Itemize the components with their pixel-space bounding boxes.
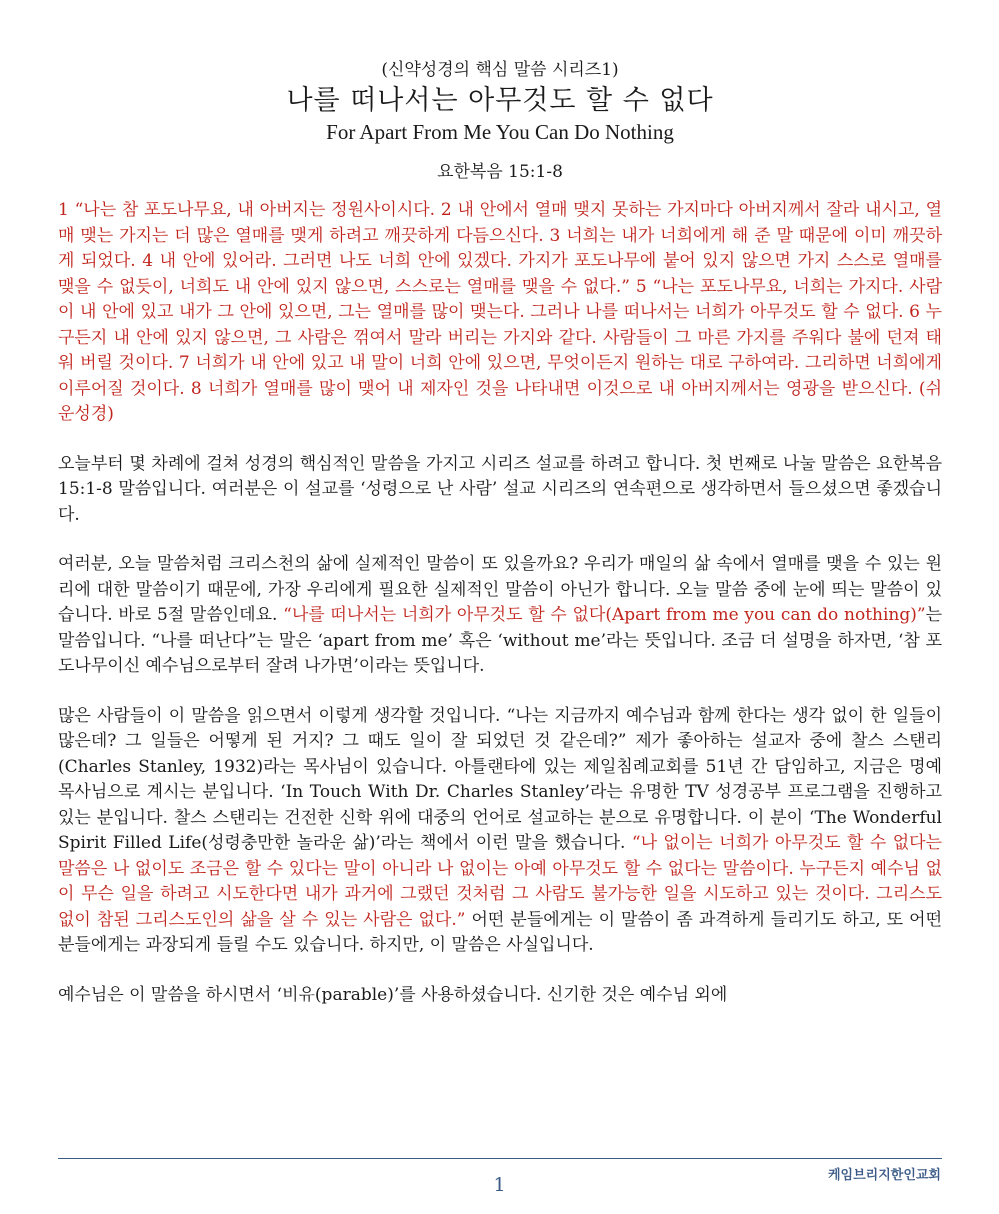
series-label: (신약성경의 핵심 말씀 시리즈1) bbox=[381, 60, 619, 80]
scripture-passage: 1 “나는 참 포도나무요, 내 아버지는 정원사이시다. 2 내 안에서 열매 맺지 못하는 가지마다 아버지께서 잘라 내시고, 열매 맺는 가지는 더 많은 열매를 맺게 하려고 깨끗하게 다듬으신다. 3 너희는 내가 너희에게 해 준 말 때문에 이미 깨끗하게 되었다. 4 내 안에 있어라. 그러면 나도 너희 안에 있겠다. 가지가 포도나무에 붙어 있지 않으면 가지 스스로 열매를 맺을 수 없듯이, 너희도 내 안에 있지 않으면, 스스로는 열매를 맺을 수 없다.” 5 “나는 포도나무요, 너희는 가지다. 사람이 내 안에 있고 내가 그 안에 있으면, 그는 열매를 많이 맺는다. 그러나 나를 떠나서는 너희가 아무것도 할 수 없다. 6 누구든지 내 안에 있지 않으면, 그 사람은 꺾여서 말라 버리는 가지와 같다. 사람들이 그 마른 가지를 주워다 불에 던져 태워 버릴 것이다. 7 너희가 내 안에 있고 내 말이 너희 안에 있으면, 무엇이든지 원하는 대로 구하여라. 그리하면 너희에게 이루어질 것이다. 8 너희가 열매를 많이 맺어 내 제자인 것을 나타내면 이것으로 내 아버지께서는 영광을 받으신다. (쉬운성경) bbox=[58, 200, 942, 424]
church-name: 케임브리지한인교회 bbox=[827, 1168, 941, 1183]
footer-divider bbox=[58, 1158, 942, 1159]
paragraph-charles-stanley bbox=[58, 704, 942, 959]
document-page bbox=[58, 58, 942, 1008]
paragraph-text: 어떤 분들에게는 이 말씀이 좀 과격하게 들리기도 하고, 또 어떤 분들에게는 과장되게 들릴 수도 있습니다. 하지만, 이 말씀은 사실입니다. bbox=[58, 909, 942, 955]
sermon-title-korean: 나를 떠나서는 아무것도 할 수 없다 bbox=[286, 85, 714, 116]
highlighted-quote: “나를 떠나서는 너희가 아무것도 할 수 없다(Apart from me you can do nothing)” bbox=[283, 605, 926, 625]
highlighted-quote: “나 없이는 너희가 아무것도 할 수 없다는 말씀은 나 없이도 조금은 할 수 있다는 말이 아니라 나 없이는 아예 아무것도 할 수 없다는 말씀이다. 누구든지 예수님 없이 무슨 일을 하려고 시도한다면 내가 과거에 그랬던 것처럼 그 사람도 불가능한 일을 시도하고 있는 것이다. 그리스도 없이 참된 그리스도인의 삶을 살 수 있는 사람은 없다.” bbox=[58, 833, 942, 930]
paragraph-intro: 오늘부터 몇 차례에 걸쳐 성경의 핵심적인 말씀을 가지고 시리즈 설교를 하려고 합니다. 첫 번째로 나눌 말씀은 요한복음 15:1-8 말씀입니다. 여러분은 이 설교를 ‘성령으로 난 사람’ 설교 시리즈의 연속편으로 생각하면서 들으셨으면 좋겠습니다. bbox=[58, 453, 942, 525]
scripture-reference: 요한복음 15:1-8 bbox=[437, 162, 563, 182]
page-number: 1 bbox=[493, 1174, 506, 1196]
sermon-title-english: For Apart From Me You Can Do Nothing bbox=[326, 120, 674, 144]
paragraph-text: 여러분, 오늘 말씀처럼 크리스천의 삶에 실제적인 말씀이 또 있을까요? 우리가 매일의 삶 속에서 열매를 맺을 수 있는 원리에 대한 말씀이기 때문에, 가장 우리에게 필요한 실제적인 말씀이 아닌가 합니다. 오늘 말씀 중에 눈에 띄는 말씀이 있습니다. 바로 5절 말씀인데요. bbox=[58, 554, 942, 625]
paragraph-parable: 예수님은 이 말씀을 하시면서 ‘비유(parable)’를 사용하셨습니다. 신기한 것은 예수님 외에 bbox=[58, 984, 728, 1005]
paragraph-text: 많은 사람들이 이 말씀을 읽으면서 이렇게 생각할 것입니다. “나는 지금까지 예수님과 함께 한다는 생각 없이 한 일들이 많은데? 그 일들은 어떻게 된 거지? 그 때도 일이 잘 되었던 것 같은데?” 제가 좋아하는 설교자 중에 찰스 스탠리(Charles Stanley, 1932)라는 목사님이 있습니다. 아틀랜타에 있는 제일침례교회를 51년 간 담임하고, 지금은 명예 목사님으로 계시는 분입니다. ‘In Touch With Dr. Charles Stanley’라는 유명한 TV 성경공부 프로그램을 진행하고 있는 분입니다. 찰스 스탠리는 건전한 신학 위에 대중의 언어로 설교하는 분으로 유명합니다. 이 분이 ‘The Wonderful Spirit Filled Life(성령충만한 놀라운 삶)’라는 책에서 이런 말을 했습니다. bbox=[58, 705, 942, 853]
paragraph-text: 는 말씀입니다. “나를 떠난다”는 말은 ‘apart from me’ 혹은 ‘without me’라는 뜻입니다. 조금 더 설명을 하자면, ‘참 포도나무이신 예수님으로부터 잘려 나가면’이라는 뜻입니다. bbox=[58, 605, 943, 676]
paragraph-verse-five bbox=[58, 552, 942, 680]
